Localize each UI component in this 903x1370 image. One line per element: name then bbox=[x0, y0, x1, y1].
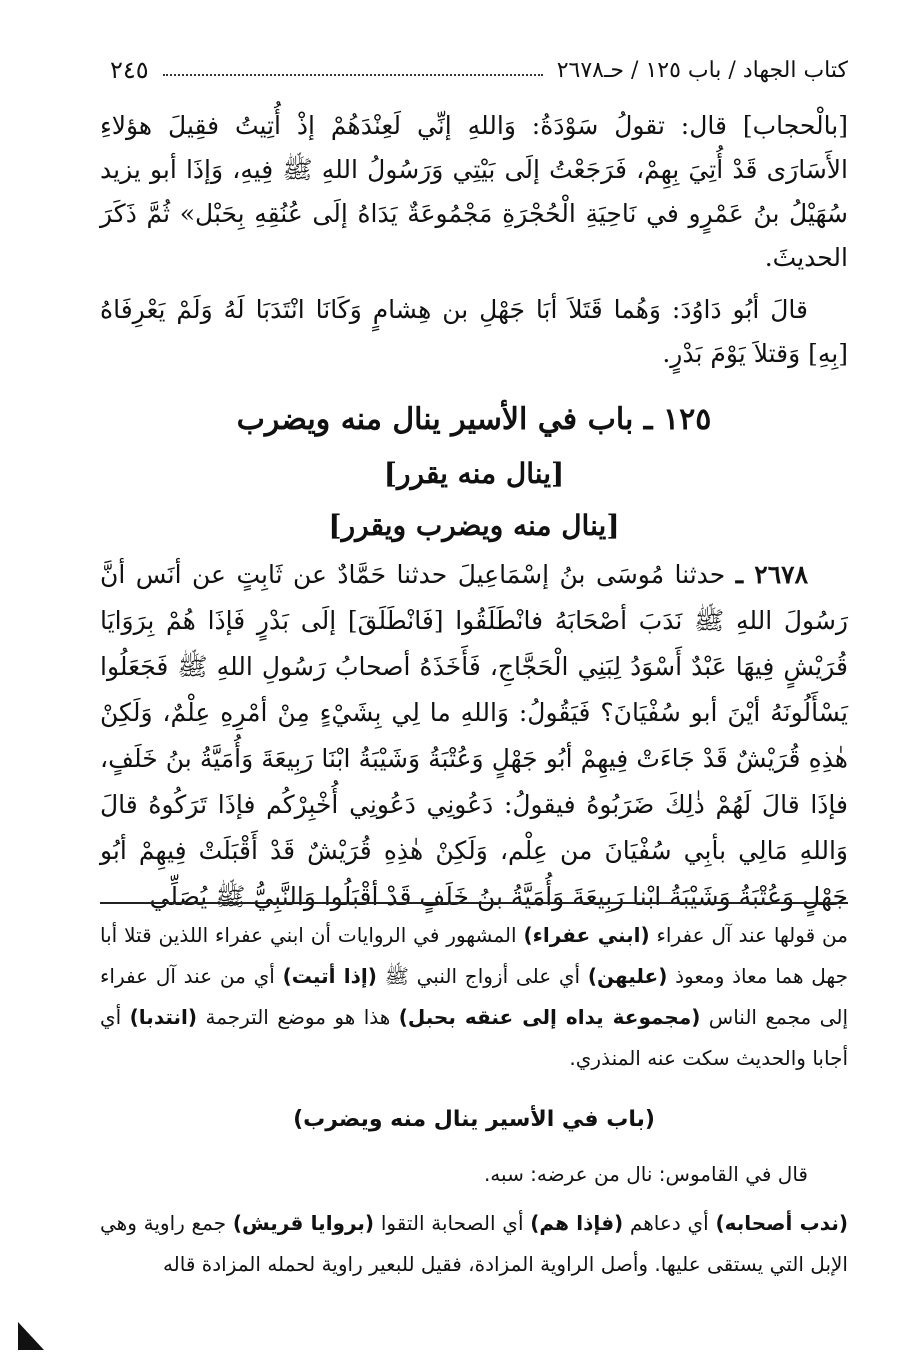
main-text bbox=[100, 104, 848, 928]
chapter-number: ١٢٥ ـ bbox=[643, 402, 712, 437]
bold-term: (انتدبا) bbox=[129, 1005, 198, 1029]
dotted-leader bbox=[163, 64, 543, 76]
commentary-paragraph-2: قال في القاموس: نال من عرضه: سبه. bbox=[483, 1162, 808, 1186]
text-run: جمع راوية وهي الإبل التي يستقى عليها. وأصل الراوية المزادة، فقيل للبعير راوية لحمله المزادة قاله bbox=[100, 1211, 848, 1276]
commentary-paragraph-1 bbox=[100, 915, 848, 1079]
text-run: أي من عند آل عفراء إلى مجمع الناس bbox=[100, 964, 848, 1029]
text-run: أي دعاهم bbox=[623, 1211, 716, 1235]
bold-term: (إذا أتيت) bbox=[282, 964, 377, 988]
bold-term: (عليهن) bbox=[587, 964, 668, 988]
chapter-heading-text: في الأسير ينال منه ويضرب bbox=[236, 402, 578, 437]
text-run: من قولها عند آل عفراء bbox=[649, 923, 848, 947]
chapter-heading bbox=[100, 392, 848, 448]
chapter-bab-word: باب bbox=[587, 402, 634, 437]
bold-term: (مجموعة يداه إلى عنقه بحبل) bbox=[398, 1005, 701, 1029]
chapter-title: كتاب الجهاد / باب ١٢٥ / حـ٢٦٧٨ bbox=[556, 57, 848, 83]
text-run: أي الصحابة التقوا bbox=[374, 1211, 531, 1235]
commentary-paragraph-3 bbox=[100, 1203, 848, 1285]
text-run: أي أجابا والحديث سكت عنه المنذري. bbox=[100, 1005, 848, 1070]
running-header bbox=[110, 52, 848, 88]
footnote-divider bbox=[100, 902, 848, 904]
commentary-section bbox=[100, 915, 848, 1293]
hadith-text: حدثنا مُوسَى بنُ إسْمَاعِيلَ حدثنا حَمَّادٌ عن ثَابِتٍ عن أنَس أنَّ رَسُولَ اللهِ ﷺ نَدَبَ أصْحَابَهُ فانْطَلَقُوا [فَانْطَلَقَ] إلَى بَدْرٍ فَإذَا هُمْ بِرَوَايَا قُرَيْشٍ فِيهَا عَبْدٌ أَسْوَدُ لِبَنِي الْحَجَّاجِ، فَأَخَذَهُ أصحابُ رَسُولِ اللهِ ﷺ فَجَعَلُوا يَسْأَلُونَهُ أيْنَ أبو سُفْيَانَ؟ فَيَقُولُ: وَاللهِ ما لِي بِشَيْءٍ مِنْ أمْرِهِ عِلْمٌ، وَلَكِنْ هٰذِهِ قُرَيْشٌ قَدْ جَاءَتْ فِيهِمْ أبُو جَهْلٍ وَعُتْبَةُ وَشَيْبَةُ ابْنَا رَبِيعَةَ وَأُمَيَّةُ بنُ خَلَفٍ، فإذَا قالَ لَهُمْ ذٰلِكَ ضَرَبُوهُ فيقولُ: دَعُونِي دَعُونِي أُخْبِرْكُم فإذَا تَرَكُوهُ قالَ وَاللهِ مَالِي بأبِي سُفْيَانَ من عِلْم، وَلَكِنْ هٰذِهِ قُرَيْشٌ قَدْ أَقْبَلَتْ فِيهِمْ أبُو جَهْلٍ وَعُتْبَةُ وَشَيْبَةُ ابْنا رَبِيعَةَ وَأُمَيَّةُ بنُ خَلَفٍ قَدْ أقْبَلُوا وَالنَّبِيُّ ﷺ يُصَلِّي bbox=[100, 560, 848, 911]
hadith-number: ٢٦٧٨ ـ bbox=[735, 560, 809, 589]
paragraph-2: قالَ أبُو دَاوُدَ: وَهُما قَتَلاَ أبَا جَهْلِ بن هِشامٍ وَكَانَا انْتَدَبَا لَهُ وَلَمْ يَعْرِفَاهُ [بِهِ] وَقتلاَ يَوْمَ بَدْرٍ. bbox=[100, 295, 848, 368]
bold-term: (ابني عفراء) bbox=[523, 923, 650, 947]
alt-heading-2: [ينال منه ويضرب ويقرر] bbox=[328, 509, 620, 542]
page-number: ٢٤٥ bbox=[110, 56, 149, 84]
paragraph-1: [بالْحجاب] قال: تقولُ سَوْدَةُ: وَاللهِ إنِّي لَعِنْدَهُمْ إذْ أُتِيتُ فقِيلَ هؤلاءِ الأَسَارَى قَدْ أُتِيَ بِهِمْ، فَرَجَعْتُ إلَى بَيْتِي وَرَسُولُ اللهِ ﷺ فِيهِ، وَإذَا أبو يزيد سُهَيْلُ بنُ عَمْرٍو في نَاحِيَةِ الْحُجْرَةِ مَجْمُوعَةٌ يَدَاهُ إلَى عُنُقِهِ بِحَبْل» ثُمَّ ذَكَرَ الحديثَ. bbox=[100, 111, 848, 272]
commentary-heading: (باب في الأسير ينال منه ويضرب) bbox=[293, 1107, 655, 1132]
text-run: أي على أزواج النبي ﷺ bbox=[376, 964, 588, 988]
corner-triangle-icon bbox=[16, 1320, 46, 1352]
chapter-headings bbox=[100, 392, 848, 552]
hadith-paragraph bbox=[100, 552, 848, 920]
bold-term: (فإذا هم) bbox=[530, 1211, 624, 1235]
bold-term: (ندب أصحابه) bbox=[715, 1211, 848, 1235]
bold-term: (بروايا قريش) bbox=[232, 1211, 375, 1235]
text-run: المشهور في الروايات أن ابني عفراء اللذين قتلا أبا جهل هما معاذ ومعوذ bbox=[100, 923, 848, 988]
alt-heading-1: [ينال منه يقرر] bbox=[383, 457, 565, 490]
text-run: هذا هو موضع الترجمة bbox=[197, 1005, 399, 1029]
